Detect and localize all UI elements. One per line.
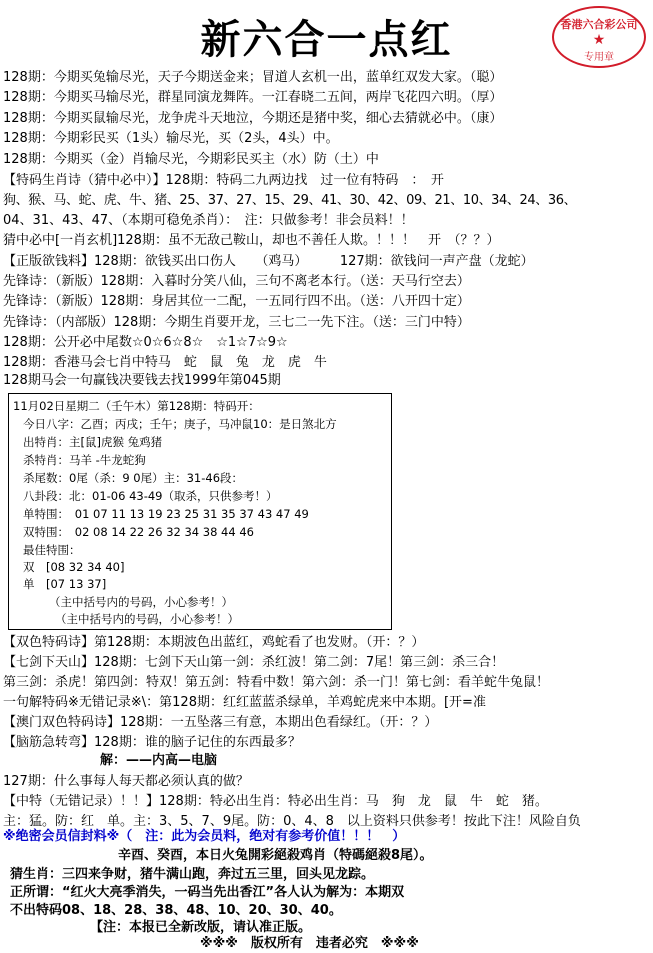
text-line: 128期：公开必中尾数☆0☆6☆8☆ ☆1☆7☆9☆ [3, 335, 288, 350]
text-line: 【特码生肖诗（猜中必中）】128期：特码二九两边找 过一位有特码 ： 开 [3, 173, 444, 188]
footer-line: 【注：本报已全新改版，请认准正版。 [90, 920, 312, 935]
members-note: ※绝密会员信封料※（ 注：此为会员料，绝对有参考价值！！！ ） [3, 829, 406, 844]
text-line: 【正版欲钱料】128期：欲钱买出口伤人 （鸡马） 127期：欲钱问一声产盘（龙蛇） [3, 254, 534, 269]
text-line: 128期：香港马会七肖中特马 蛇 鼠 兔 龙 虎 牛 [3, 355, 327, 370]
text-line: 猜中必中[一肖玄机]128期：虽不无敌己鞍山，却也不善任人欺。！！！ 开 （？？） [3, 233, 500, 248]
footer-line: 不出特码08、18、28、38、48、10、20、30、40。 [10, 903, 342, 918]
seal-text-top: 香港六合彩公司 [560, 18, 638, 31]
text-line: 【双色特码诗】第128期：本期波色出蓝红，鸡蛇看了也发财。（开：？） [3, 635, 425, 650]
seal-star-icon: ★ [592, 32, 606, 48]
text-line: 128期：今期买兔输尽光，天子今期送金来；冒道人玄机一出，蓝单红双发大家。（聪） [3, 70, 503, 85]
text-line: 先锋诗：（内部版）128期：今期生肖要开龙，三七二一先下注。（送：三门中特） [3, 315, 470, 330]
text-line: 【七剑下天山】128期：七剑下天山第一剑：杀红波！第二剑：7尾！第三剑：杀三合！ [3, 655, 505, 670]
text-line: 127期：什么事每人每天都必须认真的做？ [3, 774, 249, 789]
footer-line: ※※※ 版权所有 违者必究 ※※※ [200, 936, 419, 951]
box-line: （主中括号内的号码，小心参考！） [55, 612, 239, 626]
box-line: 八卦段：北：01-06 43-49（取杀，只供参考！） [23, 489, 278, 503]
company-seal [552, 6, 646, 68]
text-line: 一句解特码※无错记录※\：第128期：红红蓝蓝杀绿单，羊鸡蛇虎来中本期。[开=准 [3, 695, 486, 710]
box-line: 杀特肖：马羊 -牛龙蛇狗 [23, 453, 146, 467]
text-line: 主：猛。防：红 单。主：3、5、7、9尾。防：0、4、8 以上资料只供参考！按此下注！风险自负 [3, 814, 581, 829]
box-line: 单特围： 01 07 11 13 19 23 25 31 35 37 43 47 49 [23, 507, 309, 521]
footer-line: 正所谓：“红火大亮季消失，一码当先出香江”各人认为解为：本期双 [10, 885, 405, 900]
text-line: 04、31、43、47、（本期可稳免杀肖）： 注：只做参考！非会员料！！ [3, 213, 414, 228]
text-line: 【脑筋急转弯】128期：谁的脑子记住的东西最多？ [3, 735, 301, 750]
seal-text-bottom: 专用章 [584, 52, 614, 63]
text-line: 解：——内高—电脑 [100, 753, 218, 768]
prediction-box [8, 393, 392, 630]
text-line: 【澳门双色特码诗】128期：一五坠落三有意，本期出色看绿红。（开：？） [3, 715, 438, 730]
box-line: 杀尾数：0尾（杀：9 0尾）主：31-46段： [23, 471, 244, 485]
text-line: 128期：今期买（金）肖输尽光，今期彩民买主（水）防（土）中 [3, 152, 379, 167]
text-line: 128期马会一句赢钱决要钱去找1999年第045期 [3, 373, 281, 388]
box-line: 出特肖：主[鼠]虎猴 兔鸡猪 [23, 435, 163, 449]
text-line: 狗、猴、马、蛇、虎、牛、猪、25、37、27、15、29、41、30、42、09、21、10、34、24、36、 [3, 193, 577, 208]
box-line: 双特围： 02 08 14 22 26 32 34 38 44 46 [23, 525, 254, 539]
text-line: 先锋诗：（新版）128期：入暮时分笑八仙，三句不离老本行。（送：天马行空去） [3, 274, 470, 289]
text-line: 先锋诗：（新版）128期：身居其位一二配，一五同行四不出。（送：八开四十定） [3, 294, 470, 309]
box-line: 今日八字：乙酉；丙戌；壬午；庚子，马冲鼠10：是日煞北方 [23, 417, 337, 431]
box-line: 单 [07 13 37] [23, 577, 107, 591]
box-line: 11月02日星期二（壬午木）第128期：特码开： [13, 399, 260, 413]
footer-line: 辛酉、癸酉，本日火兔開彩絕殺鸡肖（特碼絕殺8尾）。 [118, 848, 433, 863]
box-line: 最佳特围： [23, 543, 81, 557]
box-line: （主中括号内的号码，小心参考！） [49, 595, 233, 609]
text-line: 【中特（无错记录）！！】128期：特必出生肖：特必出生肖：马 狗 龙 鼠 牛 蛇 猪。 [3, 794, 548, 809]
text-line: 128期：今期彩民买（1头）输尽光，买（2头，4头）中。 [3, 131, 339, 146]
text-line: 128期：今期买马输尽光，群星同演龙舞阵。一江春晓二五间，两岸飞花四六明。（厚） [3, 90, 503, 105]
footer-line: 猜生肖：三四来争财，猪牛满山跑，奔过五三里，回头见龙踪。 [10, 867, 375, 882]
text-line: 128期：今期买鼠输尽光，龙争虎斗天地泣，今期还是猪中奖，细心去猜就必中。（康） [3, 111, 503, 126]
text-line: 第三剑：杀虎！第四剑：特双！第五剑：特看中数！第六剑：杀一门！第七剑：看羊蛇牛兔鼠！ [3, 675, 550, 690]
box-line: 双 [08 32 34 40] [23, 560, 125, 574]
page-title: 新六合一点红 [200, 16, 453, 63]
